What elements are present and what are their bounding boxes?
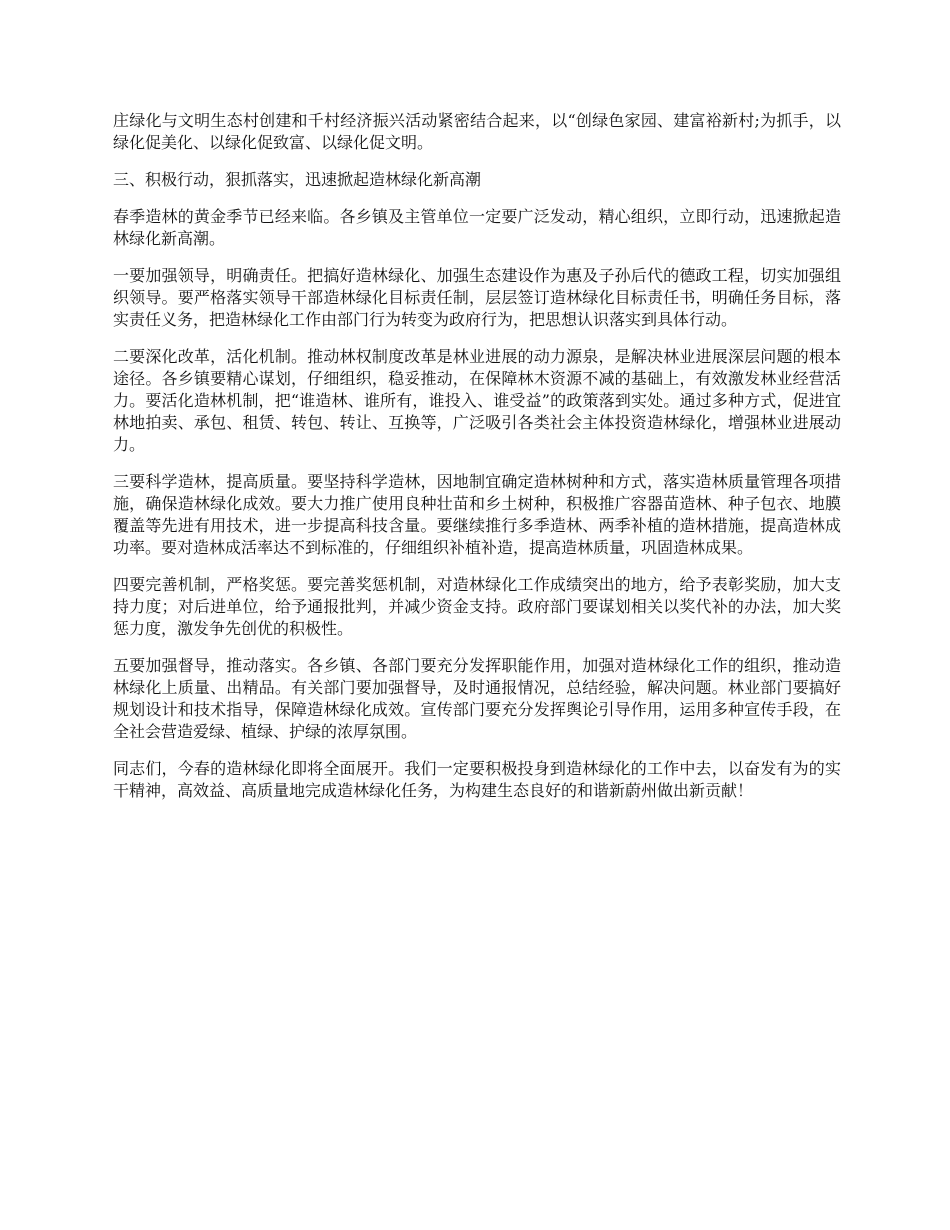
paragraph-4: 二要深化改革，活化机制。推动林权制度改革是林业进展的动力源泉，是解决林业进展深层问题的根本途径。各乡镇要精心谋划，仔细组织，稳妥推动，在保障林木资源不减的基础上，有效激发林业经营活力。要活化造林机制，把“谁造林、谁所有，谁投入、谁受益”的政策落到实处。通过多种方式，促进宜林地拍卖、承包、租赁、转包、转让、互换等，广泛吸引各类社会主体投资造林绿化，增强林业进展动力。 — [113, 347, 841, 454]
section-heading-3: 三、积极行动，狠抓落实，迅速掀起造林绿化新高潮 — [113, 170, 482, 189]
paragraph-6: 四要完善机制，严格奖惩。要完善奖惩机制，对造林绿化工作成绩突出的地方，给予表彰奖励，加大支持力度；对后进单位，给予通报批判，并减少资金支持。政府部门要谋划相关以奖代补的办法，加大奖惩力度，激发争先创优的积极性。 — [113, 575, 841, 638]
paragraph-5: 三要科学造林，提高质量。要坚持科学造林，因地制宜确定造林树种和方式，落实造林质量管理各项措施，确保造林绿化成效。要大力推广使用良种壮苗和乡土树种，积极推广容器苗造林、种子包衣、地膜覆盖等先进有用技术，进一步提高科技含量。要继续推行多季造林、两季补植的造林措施，提高造林成功率。要对造林成活率达不到标准的，仔细组织补植补造，提高造林质量，巩固造林成果。 — [113, 472, 841, 557]
paragraph-3: 一要加强领导，明确责任。把搞好造林绿化、加强生态建设作为惠及子孙后代的德政工程，切实加强组织领导。要严格落实领导干部造林绿化目标责任制，层层签订造林绿化目标责任书，明确任务目标，落实责任义务，把造林绿化工作由部门行为转变为政府行为，把思想认识落实到具体行动。 — [113, 266, 841, 329]
paragraph-1: 庄绿化与文明生态村创建和千村经济振兴活动紧密结合起来，以“创绿色家园、建富裕新村;为抓手，以绿化促美化、以绿化促致富、以绿化促文明。 — [113, 111, 841, 152]
paragraph-7: 五要加强督导，推动落实。各乡镇、各部门要充分发挥职能作用，加强对造林绿化工作的组织，推动造林绿化上质量、出精品。有关部门要加强督导，及时通报情况，总结经验，解决问题。林业部门要搞好规划设计和技术指导，保障造林绿化成效。宣传部门要充分发挥舆论引导作用，运用多种宣传手段，在全社会营造爱绿、植绿、护绿的浓厚氛围。 — [113, 656, 841, 741]
document-body — [113, 110, 841, 817]
paragraph-2: 春季造林的黄金季节已经来临。各乡镇及主管单位一定要广泛发动，精心组织，立即行动，迅速掀起造林绿化新高潮。 — [113, 207, 841, 248]
paragraph-8: 同志们，今春的造林绿化即将全面展开。我们一定要积极投身到造林绿化的工作中去，以奋发有为的实干精神，高效益、高质量地完成造林绿化任务，为构建生态良好的和谐新蔚州做出新贡献！ — [113, 759, 841, 800]
